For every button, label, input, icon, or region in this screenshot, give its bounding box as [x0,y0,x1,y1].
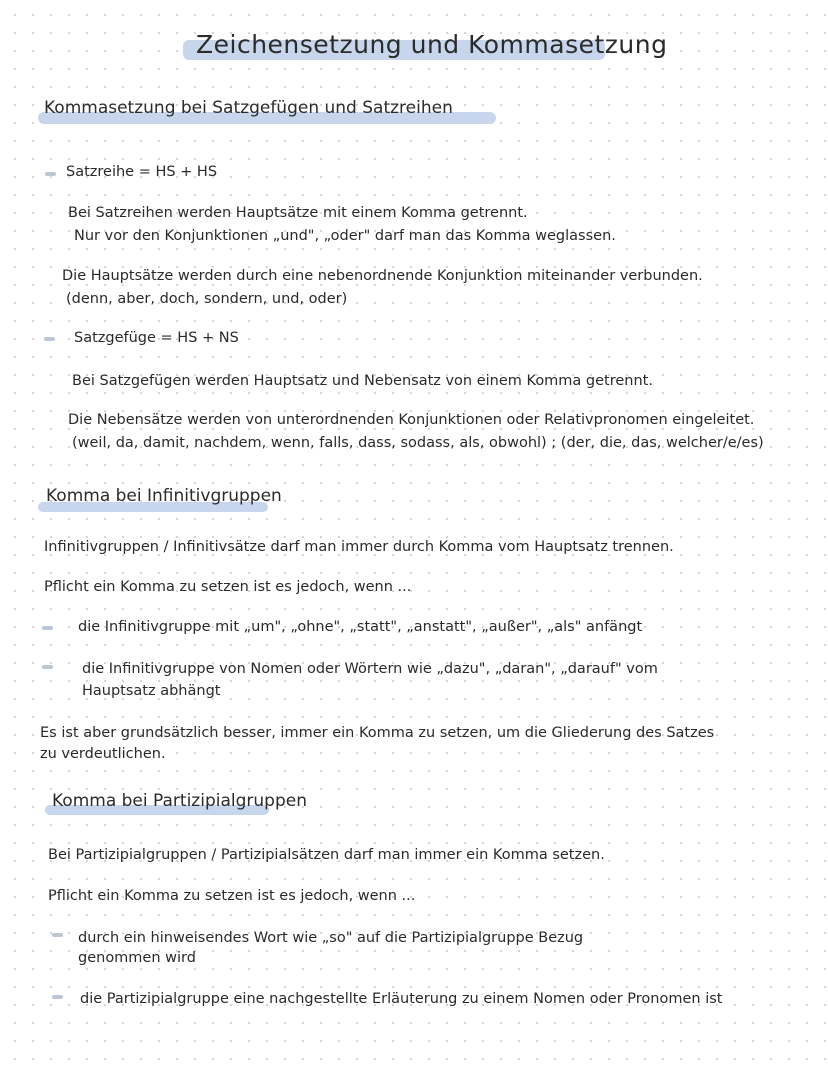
text-line: Pflicht ein Komma zu setzen ist es jedoch, wenn ... [48,888,416,904]
section-heading-kommasetzung: Kommasetzung bei Satzgefügen und Satzreihen [44,98,453,118]
bullet-text: die Infinitivgruppe mit „um", „ohne", „statt", „anstatt", „außer", „als" anfängt [78,619,643,635]
satzreihe-label: Satzreihe = HS + HS [66,164,218,180]
bullet-text: die Partizipialgruppe eine nachgestellte Erläuterung zu einem Nomen oder Pronomen ist [80,991,723,1007]
text-line: Bei Satzreihen werden Hauptsätze mit einem Komma getrennt. [68,205,528,221]
text-line: Infinitivgruppen / Infinitivsätze darf man immer durch Komma vom Hauptsatz trennen. [44,539,674,555]
section-heading-infinitivgruppen: Komma bei Infinitivgruppen [46,486,282,506]
text-line: Bei Partizipialgruppen / Partizipialsätzen darf man immer ein Komma setzen. [48,847,605,863]
text-line: (denn, aber, doch, sondern, und, oder) [66,291,348,307]
text-line: Die Hauptsätze werden durch eine nebenordnende Konjunktion miteinander verbunden. [62,268,703,284]
text-line: Pflicht ein Komma zu setzen ist es jedoch, wenn ... [44,579,412,595]
bullet-text: genommen wird [78,950,196,966]
bullet-dash [42,665,53,669]
text-line: Nur vor den Konjunktionen „und", „oder" darf man das Komma weglassen. [74,228,616,244]
bullet-text: Hauptsatz abhängt [82,683,221,699]
bullet-dash [52,995,63,999]
text-line: Die Nebensätze werden von unterordnenden Konjunktionen oder Relativpronomen eingeleitet. [68,412,755,428]
bullet-text: die Infinitivgruppe von Nomen oder Wörtern wie „dazu", „daran", „darauf" vom [82,661,658,677]
section-heading-partizipialgruppen: Komma bei Partizipialgruppen [52,791,307,811]
satzgefuege-label: Satzgefüge = HS + NS [74,330,239,346]
page-title: Zeichensetzung und Kommasetzung [196,30,668,59]
bullet-dash [45,172,56,176]
text-line: zu verdeutlichen. [40,746,166,762]
bullet-dash [52,933,63,937]
bullet-dash [42,626,53,630]
bullet-dash [44,337,55,341]
text-line: Bei Satzgefügen werden Hauptsatz und Nebensatz von einem Komma getrennt. [72,373,653,389]
text-line: Es ist aber grundsätzlich besser, immer ein Komma zu setzen, um die Gliederung des Satzes [40,725,715,741]
text-line: (weil, da, damit, nachdem, wenn, falls, dass, sodass, als, obwohl) ; (der, die, das, welcher/e/es) [72,435,764,451]
bullet-text: durch ein hinweisendes Wort wie „so" auf die Partizipialgruppe Bezug [78,930,584,946]
